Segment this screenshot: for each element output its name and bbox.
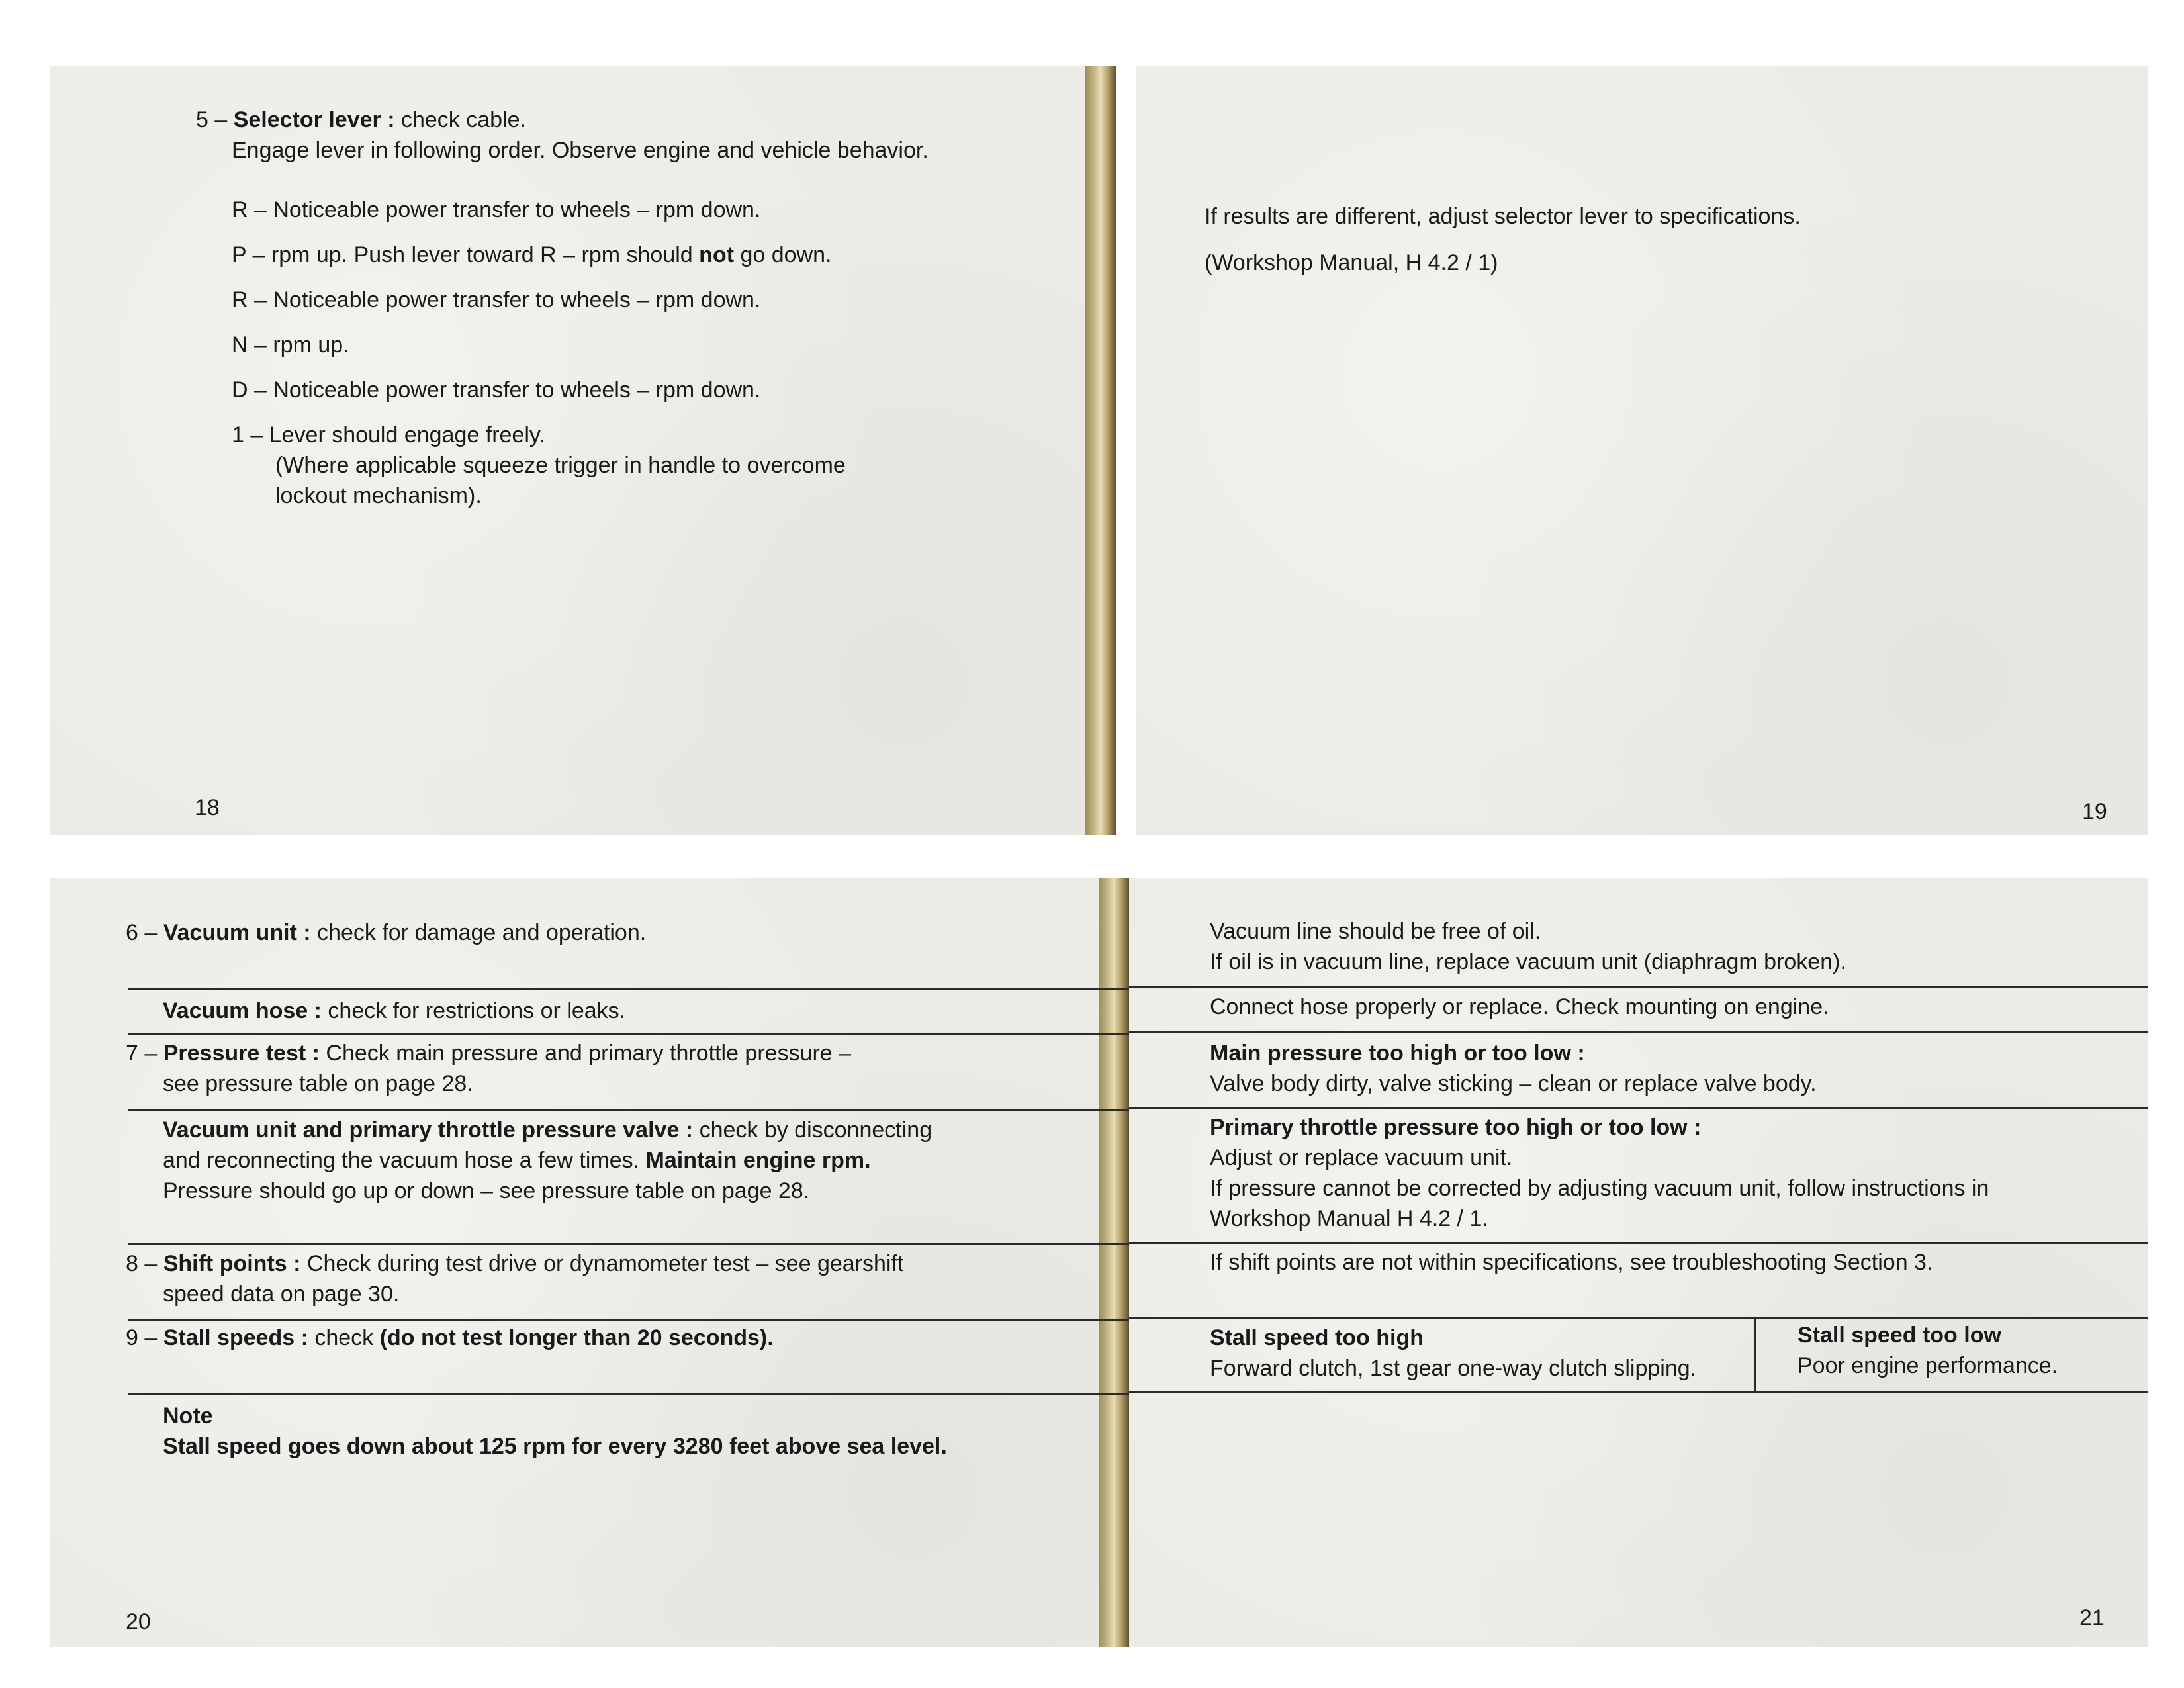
page-20 xyxy=(50,878,1129,1647)
gear-p-line: P – rpm up. Push lever toward R – rpm should not go down. xyxy=(232,242,832,267)
page-number: 18 xyxy=(195,795,220,820)
page-number: 20 xyxy=(126,1609,151,1634)
page-18 xyxy=(50,66,1116,835)
vacuum-unit-line-3: Pressure should go up or down – see pressure table on page 28. xyxy=(163,1178,810,1203)
step-7-line-2: see pressure table on page 28. xyxy=(163,1071,473,1096)
stall-low-heading: Stall speed too low xyxy=(1797,1323,2001,1348)
divider xyxy=(1129,1031,2148,1033)
step-7-heading: 7 – Pressure test : Check main pressure and primary throttle pressure – xyxy=(126,1041,852,1066)
main-pressure-remedy: Valve body dirty, valve sticking – clean or replace valve body. xyxy=(1210,1071,1817,1096)
workshop-reference: (Workshop Manual, H 4.2 / 1) xyxy=(1205,250,1498,275)
divider xyxy=(128,1393,1129,1395)
gear-r-line-1: R – Noticeable power transfer to wheels – rpm down. xyxy=(232,197,761,222)
divider xyxy=(1129,1107,2148,1109)
vacuum-unit-line-2: and reconnecting the vacuum hose a few times. Maintain engine rpm. xyxy=(163,1148,871,1173)
gear-r-line-2: R – Noticeable power transfer to wheels – rpm down. xyxy=(232,287,761,312)
results-note: If results are different, adjust selector lever to specifications. xyxy=(1205,204,1801,229)
divider xyxy=(128,1033,1129,1035)
stall-high-text: Forward clutch, 1st gear one-way clutch slipping. xyxy=(1210,1356,1697,1381)
divider xyxy=(1129,1391,2148,1393)
main-pressure-heading: Main pressure too high or too low : xyxy=(1210,1041,1585,1066)
hose-remedy: Connect hose properly or replace. Check mounting on engine. xyxy=(1210,994,1829,1019)
step-5-heading: 5 – Selector lever : check cable. xyxy=(196,107,526,132)
vacuum-line-2: If oil is in vacuum line, replace vacuum unit (diaphragm broken). xyxy=(1210,949,1846,974)
gear-1-line: 1 – Lever should engage freely. xyxy=(232,422,545,447)
vacuum-unit-line-1: Vacuum unit and primary throttle pressure valve : check by disconnecting xyxy=(163,1117,933,1143)
page-21 xyxy=(1129,878,2148,1647)
gear-1-note-a: (Where applicable squeeze trigger in handle to overcome xyxy=(275,453,846,478)
shift-points-remedy: If shift points are not within specifications, see troubleshooting Section 3. xyxy=(1210,1250,1933,1275)
vacuum-line-1: Vacuum line should be free of oil. xyxy=(1210,919,1541,944)
note-title: Note xyxy=(163,1403,213,1429)
gear-n-line: N – rpm up. xyxy=(232,332,349,357)
divider xyxy=(1129,1317,2148,1319)
step-6-heading: 6 – Vacuum unit : check for damage and operation. xyxy=(126,920,647,945)
divider xyxy=(128,1109,1129,1111)
step-9-heading: 9 – Stall speeds : check (do not test longer than 20 seconds). xyxy=(126,1325,774,1350)
vacuum-hose-line: Vacuum hose : check for restrictions or leaks. xyxy=(163,998,626,1023)
gear-1-note-b: lockout mechanism). xyxy=(275,483,482,508)
divider xyxy=(128,988,1129,990)
book-spine xyxy=(1085,66,1116,835)
page-number: 19 xyxy=(2082,799,2107,824)
page-19 xyxy=(1136,66,2148,835)
throttle-pressure-line-3: Workshop Manual H 4.2 / 1. xyxy=(1210,1206,1488,1231)
note-text: Stall speed goes down about 125 rpm for every 3280 feet above sea level. xyxy=(163,1434,947,1459)
divider xyxy=(128,1243,1129,1245)
divider xyxy=(128,1319,1129,1321)
stall-high-heading: Stall speed too high xyxy=(1210,1325,1424,1350)
gear-d-line: D – Noticeable power transfer to wheels – rpm down. xyxy=(232,377,761,402)
throttle-pressure-line-2: If pressure cannot be corrected by adjusting vacuum unit, follow instructions in xyxy=(1210,1176,1989,1201)
step-8-line-2: speed data on page 30. xyxy=(163,1282,400,1307)
book-spine xyxy=(1099,878,1129,1647)
stall-low-text: Poor engine performance. xyxy=(1797,1353,2058,1378)
throttle-pressure-heading: Primary throttle pressure too high or too low : xyxy=(1210,1115,1702,1140)
column-divider xyxy=(1754,1317,1756,1393)
step-8-heading: 8 – Shift points : Check during test drive or dynamometer test – see gearshift xyxy=(126,1251,904,1276)
throttle-pressure-line-1: Adjust or replace vacuum unit. xyxy=(1210,1145,1513,1170)
divider xyxy=(1129,1242,2148,1244)
divider xyxy=(1129,986,2148,988)
step-5-instruction: Engage lever in following order. Observe engine and vehicle behavior. xyxy=(232,138,929,163)
selector-lever-label: Selector lever : xyxy=(233,107,395,132)
page-number: 21 xyxy=(2079,1605,2105,1630)
